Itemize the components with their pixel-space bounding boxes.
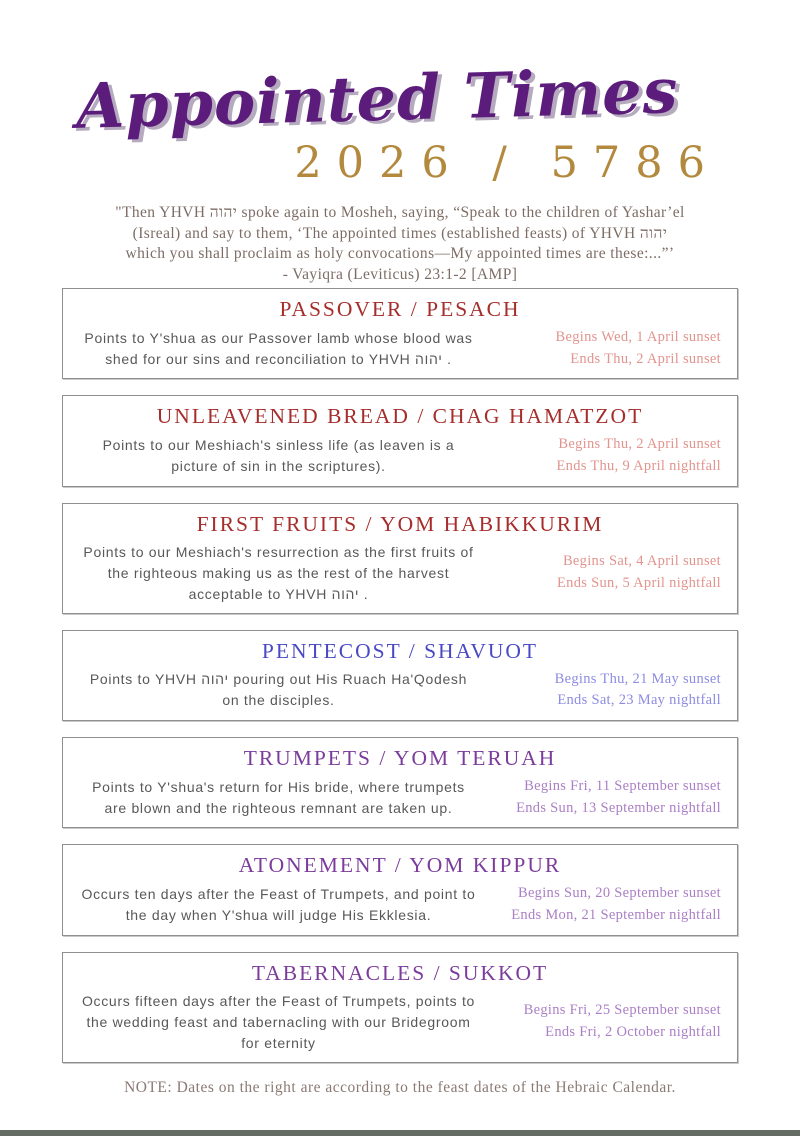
feast-description: Points to Y'shua as our Passover lamb whose blood was shed for our sins and reconciliation to YHVH יהוה . xyxy=(84,329,473,367)
feast-begins-date: Begins Thu, 2 April sunset xyxy=(558,436,721,453)
feast-dates xyxy=(476,1000,737,1044)
feast-begins-date: Begins Wed, 1 April sunset xyxy=(555,328,721,345)
feast-ends-date: Ends Sat, 23 May nightfall xyxy=(557,692,721,709)
feast-description: Points to our Meshiach's resurrection as the first fruits of the righteous making us as the rest of the harvest acceptable to YHVH יהוה . xyxy=(83,543,474,602)
feast-card-body xyxy=(63,883,737,927)
feast-description: Points to YHVH יהוה pouring out His Ruach Ha'Qodesh on the disciples. xyxy=(89,671,468,709)
feast-description: Occurs fifteen days after the Feast of Trumpets, points to the wedding feast and tabernacling with our Bridegroom for eternity xyxy=(81,992,476,1051)
footer-note: NOTE: Dates on the right are according to the feast dates of the Hebraic Calendar. xyxy=(124,1078,676,1096)
feast-dates xyxy=(476,883,737,927)
quote-line: (Isreal) and say to them, ‘The appointed times (established feasts) of YHVH יהוה xyxy=(132,224,668,242)
feast-card-body xyxy=(63,542,737,605)
feast-dates xyxy=(476,776,737,820)
quote-line: - Vayiqra (Leviticus) 23:1-2 [AMP] xyxy=(282,265,518,283)
feast-begins-date: Begins Fri, 25 September sunset xyxy=(523,1002,721,1019)
feast-card xyxy=(62,630,738,721)
feast-dates xyxy=(476,434,737,478)
feast-begins-date: Begins Fri, 11 September sunset xyxy=(524,777,721,794)
feast-card xyxy=(62,503,738,614)
feast-ends-date: Ends Sun, 5 April nightfall xyxy=(557,575,721,592)
feast-description: Points to Y'shua's return for His bride, where trumpets are blown and the righteous remnant are taken up. xyxy=(92,778,465,816)
feast-begins-date: Begins Sat, 4 April sunset xyxy=(562,553,721,570)
feast-begins-date: Begins Sun, 20 September sunset xyxy=(517,885,721,902)
feast-card xyxy=(62,737,738,828)
feast-title: PENTECOST / SHAVUOT xyxy=(261,638,539,663)
feast-ends-date: Ends Thu, 2 April sunset xyxy=(570,350,721,367)
feast-ends-date: Ends Thu, 9 April nightfall xyxy=(556,458,721,474)
feast-begins-date: Begins Thu, 21 May sunset xyxy=(554,670,721,687)
feast-dates xyxy=(476,551,737,595)
feast-ends-date: Ends Mon, 21 September nightfall xyxy=(511,907,721,923)
bottom-strip xyxy=(0,1130,800,1136)
feast-card-body xyxy=(63,327,737,371)
feast-title: PASSOVER / PESACH xyxy=(279,297,521,321)
feast-title: TABERNACLES / SUKKOT xyxy=(251,960,549,985)
quote-line: which you shall proclaim as holy convocations—My appointed times are these:...”’ xyxy=(125,245,675,263)
feast-title: ATONEMENT / YOM KIPPUR xyxy=(238,853,562,878)
feast-card xyxy=(62,288,738,379)
feast-title: FIRST FRUITS / YOM HABIKKURIM xyxy=(196,511,604,536)
feast-ends-date: Ends Fri, 2 October nightfall xyxy=(545,1024,721,1041)
quote-line: "Then YHVH יהוה spoke again to Mosheh, saying, “Speak to the children of Yashar’el xyxy=(115,204,685,221)
feast-card-body xyxy=(63,776,737,820)
scripture-quote xyxy=(50,203,750,285)
feast-card xyxy=(62,952,738,1063)
feast-card-body xyxy=(63,434,737,478)
page-title: Appointed Times xyxy=(75,54,680,143)
feast-dates xyxy=(476,327,737,371)
feast-card xyxy=(62,844,738,935)
feast-description: Points to our Meshiach's sinless life (as leaven is a picture of sin in the scriptures). xyxy=(102,437,455,474)
feast-card-body xyxy=(63,669,737,713)
feast-dates xyxy=(476,669,737,713)
year-subtitle: 2026 / 5786 xyxy=(294,138,720,188)
feast-card-body xyxy=(63,991,737,1054)
feast-title: UNLEAVENED BREAD / CHAG HAMATZOT xyxy=(156,404,644,429)
feast-list xyxy=(62,288,738,1097)
feast-description: Occurs ten days after the Feast of Trumpets, and point to the day when Y'shua will judge His Ekklesia. xyxy=(81,886,476,923)
feast-card xyxy=(62,395,738,486)
feast-ends-date: Ends Sun, 13 September nightfall xyxy=(516,799,721,816)
feast-title: TRUMPETS / YOM TERUAH xyxy=(243,746,557,770)
